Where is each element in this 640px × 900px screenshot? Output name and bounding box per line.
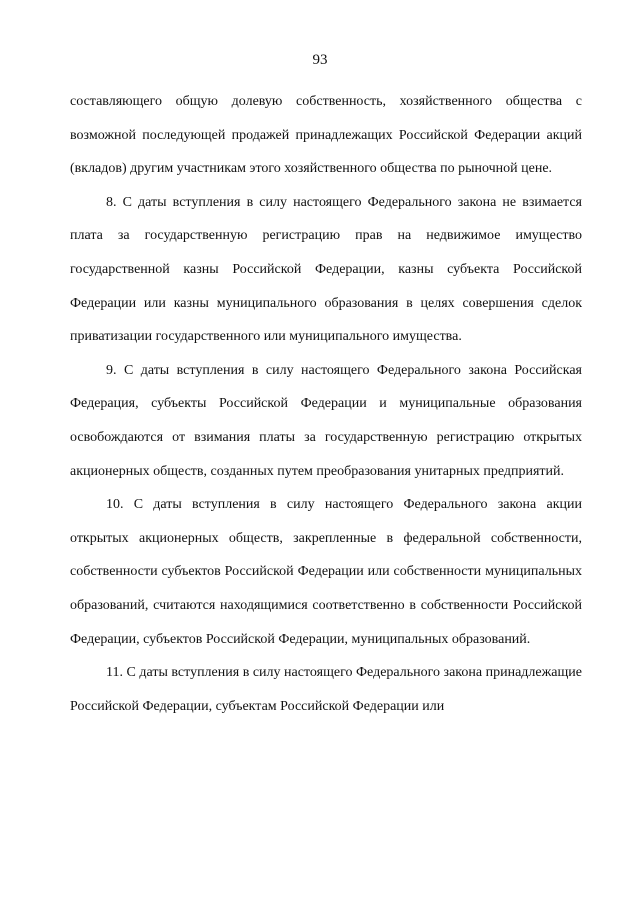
paragraph-item-8: 8. С даты вступления в силу настоящего Федерального закона не взимается плата за государственную регистрацию прав на недвижимое имущество государственной казны Российской Федерации, казны субъекта Российской Федерации или казны муниципального образования в целях совершения сделок приватизации государственного или муниципального имущества. <box>70 194 582 345</box>
page-number: 93 <box>312 52 328 68</box>
document-body <box>70 85 582 723</box>
paragraph-item-11: 11. С даты вступления в силу настоящего Федерального закона принадлежащие Российской Федерации, субъектам Российской Федерации или <box>70 665 582 714</box>
paragraph-continuation: составляющего общую долевую собственность, хозяйственного общества с возможной последующей продажей принадлежащих Российской Федерации акций (вкладов) другим участникам этого хозяйственного общества по рыночной цене. <box>70 94 582 177</box>
paragraph-item-9: 9. С даты вступления в силу настоящего Федерального закона Российская Федерация, субъекты Российской Федерации и муниципальные образования освобождаются от взимания платы за государственную регистрацию открытых акционерных обществ, созданных путем преобразования унитарных предприятий. <box>70 362 582 479</box>
paragraph-item-10: 10. С даты вступления в силу настоящего Федерального закона акции открытых акционерных обществ, закрепленные в федеральной собственности, собственности субъектов Российской Федерации или собственности муниципальных образований, считаются находящимися соответственно в собственности Российской Федерации, субъектов Российской Федерации, муниципальных образований. <box>70 497 582 647</box>
